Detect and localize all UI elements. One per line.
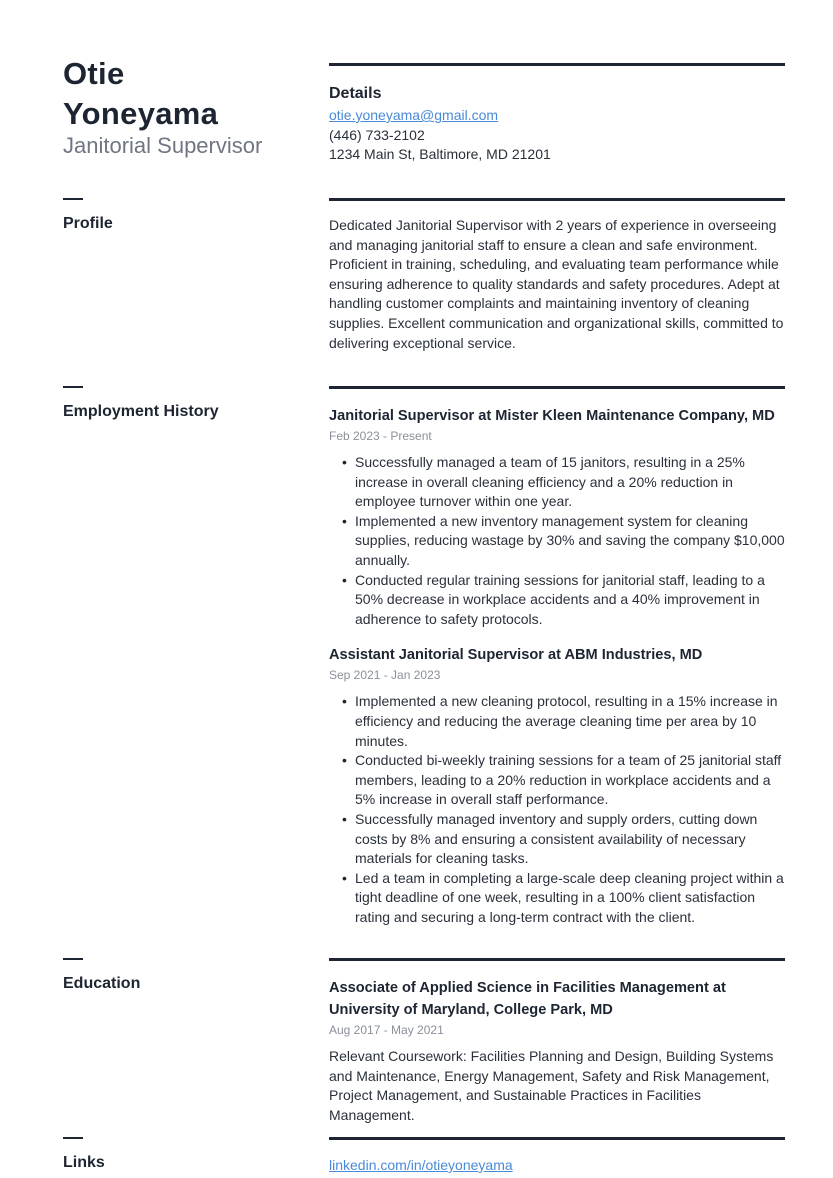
profile-heading xyxy=(63,198,303,235)
section-dash xyxy=(63,1137,83,1139)
job-title: Janitorial Supervisor xyxy=(63,133,263,158)
address: 1234 Main St, Baltimore, MD 21201 xyxy=(329,146,551,163)
profile-summary: Dedicated Janitorial Supervisor with 2 years of experience in overseeing and managing janitorial staff to ensure a clean and safe environment. Proficient in training, scheduling, and evaluating team performance while ensuring adherence to quality standards and safety procedures. Adept at handling customer complaints and maintaining inventory of cleaning supplies. Excellent communication and organizational skills, committed to delivering exceptional service. xyxy=(329,217,784,351)
first-name: Otie xyxy=(63,56,125,91)
resume-header xyxy=(63,54,303,160)
details-divider xyxy=(329,63,785,66)
links-section xyxy=(329,1137,785,1176)
education-heading xyxy=(63,958,303,995)
education-divider xyxy=(329,958,785,961)
education-section xyxy=(329,958,785,1125)
links-divider xyxy=(329,1137,785,1140)
job-entry xyxy=(329,644,785,927)
job-dates: Sep 2021 - Jan 2023 xyxy=(329,668,441,683)
links-heading xyxy=(63,1137,303,1174)
profile-title: Profile xyxy=(63,215,113,232)
profile-section xyxy=(329,198,785,353)
employment-divider xyxy=(329,386,785,389)
list-item: • Implemented a new cleaning protocol, resulting in a 15% increase in efficiency and reducing the average cleaning time per area by 10 minutes. xyxy=(329,692,785,751)
section-dash xyxy=(63,958,83,960)
job-dates: Feb 2023 - Present xyxy=(329,429,432,443)
list-item: • Conducted bi-weekly training sessions for a team of 25 janitorial staff members, leading to a 20% reduction in workplace accidents and a 5% increase in overall staff performance. xyxy=(329,751,785,810)
list-item: • Successfully managed a team of 15 janitors, resulting in a 25% increase in overall cleaning efficiency and a 20% reduction in employee turnover within one year. xyxy=(329,453,785,512)
education-title: Education xyxy=(63,975,141,992)
linkedin-link[interactable]: linkedin.com/in/otieyoneyama xyxy=(329,1157,513,1173)
list-item: • Led a team in completing a large-scale deep cleaning project within a tight deadline of one week, resulting in a 100% client satisfaction rating and securing a long-term contract with the client. xyxy=(329,869,785,928)
list-item: • Successfully managed inventory and supply orders, cutting down costs by 8% and ensuring a consistent availability of necessary materials for cleaning tasks. xyxy=(329,810,785,869)
section-dash xyxy=(63,198,83,200)
coursework: Relevant Coursework: Facilities Planning and Design, Building Systems and Maintenance, Energy Management, Safety and Risk Management, Project Management, and Sustainable Practices in Facilities Management. xyxy=(329,1048,774,1123)
job-bullets xyxy=(329,453,785,629)
details-section xyxy=(329,63,785,165)
education-dates: Aug 2017 - May 2021 xyxy=(329,1023,444,1037)
last-name: Yoneyama xyxy=(63,96,219,131)
details-title: Details xyxy=(329,85,382,102)
profile-divider xyxy=(329,198,785,201)
job-bullets xyxy=(329,692,785,927)
email-link[interactable]: otie.yoneyama@gmail.com xyxy=(329,107,499,123)
employment-section xyxy=(329,386,785,927)
job-entry xyxy=(329,405,785,629)
list-item: • Implemented a new inventory management system for cleaning supplies, reducing wastage by 30% and saving the company $10,000 annually. xyxy=(329,512,785,571)
links-title: Links xyxy=(63,1154,105,1171)
job-role: Assistant Janitorial Supervisor at ABM Industries, MD xyxy=(329,647,703,664)
phone-number: (446) 733-2102 xyxy=(329,126,425,143)
degree: Associate of Applied Science in Facilities Management at University of Maryland, College Park, MD xyxy=(329,980,726,1018)
list-item: • Conducted regular training sessions for janitorial staff, leading to a 50% decrease in workplace accidents and a 40% improvement in adherence to safety protocols. xyxy=(329,571,785,630)
employment-title: Employment History xyxy=(63,403,219,420)
job-role: Janitorial Supervisor at Mister Kleen Maintenance Company, MD xyxy=(329,408,775,424)
section-dash xyxy=(63,386,83,388)
employment-heading xyxy=(63,386,303,423)
